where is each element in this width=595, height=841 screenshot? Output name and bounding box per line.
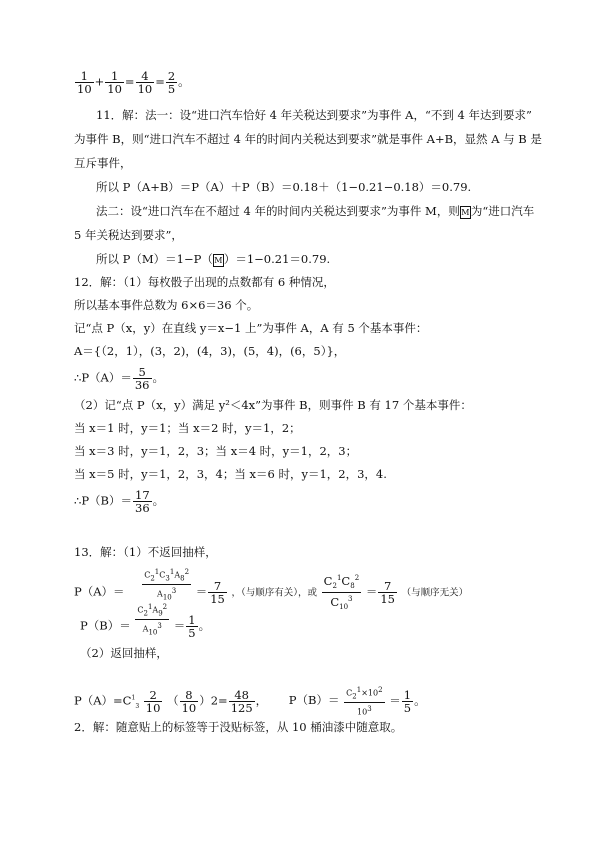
combination-fraction: $\frac{C21A92}{A103}$	[137, 602, 168, 637]
p12-line3: 记“点 P（x，y）在直线 y＝x−1 上”为事件 A，A 有 5 个基本事件：	[74, 321, 428, 335]
p11-line1: 11．解：法一：设“进口汽车恰好 4 年关税达到要求”为事件 A，“不到 4 年达到要求”	[96, 108, 532, 122]
p13-line2: （2）返回抽样，	[80, 646, 168, 660]
top-fraction-line: $\frac{1}{10}$ + $\frac{1}{10}$ = $\frac{4}{10}$ = $\frac{2}{5}$ 。	[77, 69, 190, 96]
p13-line1: 13．解：（1）不返回抽样，	[74, 545, 217, 559]
p2-line1: 2．解：随意贴上的标签等于没贴标签，从 10 桶油漆中随意取。	[74, 720, 403, 734]
fraction: $\frac{1}{10}$	[77, 69, 92, 96]
p12-line1: 12．解：（1）每枚骰子出现的点数都有 6 种情况，	[74, 275, 335, 289]
combination-fraction: $\frac{C_2^1C_8^2}{C_{10}^3}$	[323, 573, 360, 612]
fraction: $\frac{7}{15}$	[380, 579, 395, 607]
p12-line8: 当 x＝3 时，y＝1，2，3；当 x＝4 时，y＝1，2，3；	[74, 444, 358, 458]
fraction: $\frac{17}{36}$	[135, 488, 150, 515]
fraction: $\frac{4}{10}$	[137, 69, 153, 96]
complement-symbol: M	[461, 207, 470, 217]
fraction: $\frac{2}{10}$	[145, 687, 161, 715]
p12-line5: ∴P（A）＝ $\frac{5}{36}$ 。	[74, 365, 164, 392]
p12-line9: 当 x＝5 时，y＝1，2，3，4；当 x＝6 时，y＝1，2，3，4.	[74, 467, 387, 481]
p13-pa-line: P（A）＝ $\frac{C21C31A82}{A103}$ ＝ $\frac{7}{15}$ ，（与顺序有关），或 $\frac{C_2^1C_8^2}{C_{10}^3}$ ＝ $\frac{7}{15}$ （与顺序无关）	[74, 567, 469, 612]
p11-line7: 所以 P（M）＝1−P（M）＝1−0.21＝0.79.	[96, 252, 331, 266]
fraction: $\frac{1}{5}$	[188, 613, 196, 640]
p13-pa2-line: $P(A)=C^1_3$ $\frac{2}{10}$ （ $\frac{8}{10}$ ）2= $\frac{48}{125}$ ， P（B）＝ $\frac{C21\times 102}{103}$ ＝ $\frac{1}{5}$ 。	[74, 686, 426, 717]
combination-fraction: $\frac{C21C31A82}{A103}$	[144, 567, 190, 602]
fraction: $\frac{5}{36}$	[134, 365, 150, 392]
p12-line2: 所以基本事件总数为 6×6＝36 个。	[74, 298, 259, 312]
p12-line6: （2）记“点 P（x，y）满足 y²＜4x”为事件 B，则事件 B 有 17 个基本事件：	[74, 398, 472, 412]
fraction: $\frac{1}{10}$	[107, 69, 122, 96]
fraction: $\frac{8}{10}$	[181, 687, 197, 715]
p11-line5: 法二：设“进口汽车在不超过 4 年的时间内关税达到要求”为事件 M，则M为“进口汽车	[96, 204, 535, 218]
p11-line4: 所以 P（A+B）＝P（A）＋P（B）＝0.18＋（1−0.21−0.18）＝0.79.	[96, 180, 472, 194]
combination-fraction: $\frac{C21\times 102}{103}$	[346, 686, 383, 717]
p13-pb-line: P（B）＝ $\frac{C21A92}{A103}$ ＝ $\frac{1}{5}$ 。	[80, 602, 211, 640]
p12-line7: 当 x＝1 时，y＝1；当 x＝2 时，y＝1，2；	[74, 421, 301, 435]
p11-line6: 5 年关税达到要求”，	[74, 228, 183, 242]
p11-line3: 互斥事件，	[74, 156, 132, 170]
fraction: $\frac{48}{125}$	[230, 687, 253, 715]
complement-symbol: M	[214, 255, 223, 265]
p11-line2: 为事件 B，则“进口汽车不超过 4 年的时间内关税达到要求”就是事件 A+B，显然 A 与 B 是	[74, 132, 542, 146]
fraction: $\frac{7}{15}$	[210, 579, 225, 607]
p12-line4: A＝{（2，1），(3，2)，(4，3)，(5，4)，(6，5）}，	[74, 344, 346, 358]
fraction: $\frac{1}{5}$	[403, 687, 412, 715]
p12-line10: ∴P（B）＝ $\frac{17}{36}$ 。	[74, 488, 165, 515]
fraction: $\frac{2}{5}$	[167, 69, 176, 96]
